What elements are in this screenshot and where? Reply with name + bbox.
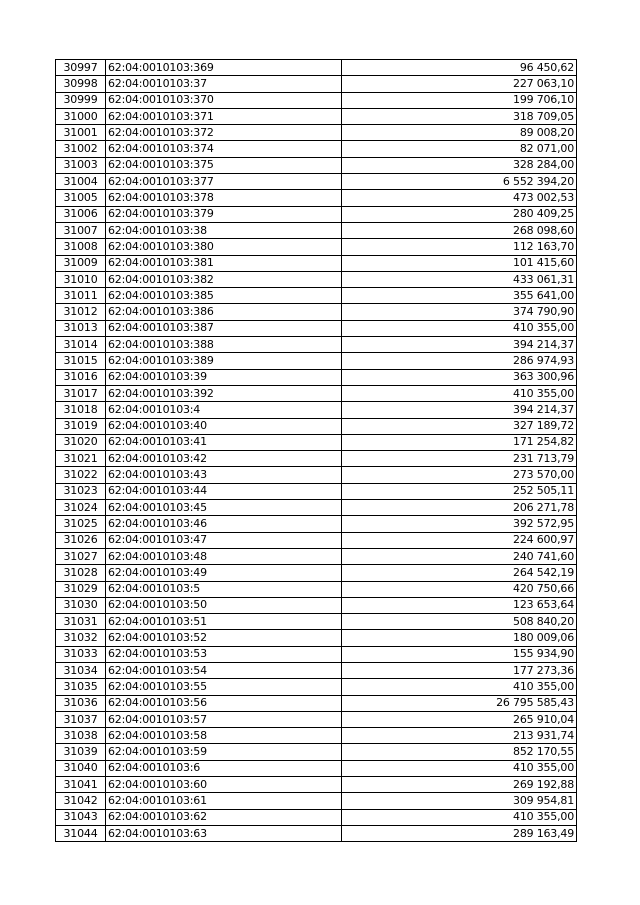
cadastral-number-cell: 62:04:0010103:386 <box>106 304 342 320</box>
row-number-cell: 31039 <box>56 744 106 760</box>
row-number-cell: 31044 <box>56 825 106 841</box>
row-number-cell: 30999 <box>56 92 106 108</box>
cadastral-number-cell: 62:04:0010103:37 <box>106 76 342 92</box>
cadastral-number-cell: 62:04:0010103:372 <box>106 125 342 141</box>
table-row <box>56 141 577 157</box>
table-row <box>56 777 577 793</box>
row-number-cell: 31005 <box>56 190 106 206</box>
table-row <box>56 271 577 287</box>
row-number-cell: 31028 <box>56 565 106 581</box>
cadastral-number-cell: 62:04:0010103:378 <box>106 190 342 206</box>
cadastral-value-cell: 264 542,19 <box>342 565 577 581</box>
cadastral-value-cell: 355 641,00 <box>342 288 577 304</box>
row-number-cell: 31015 <box>56 353 106 369</box>
cadastral-number-cell: 62:04:0010103:388 <box>106 337 342 353</box>
row-number-cell: 31018 <box>56 402 106 418</box>
cadastral-value-cell: 265 910,04 <box>342 711 577 727</box>
cadastral-value-cell: 213 931,74 <box>342 728 577 744</box>
cadastral-number-cell: 62:04:0010103:6 <box>106 760 342 776</box>
row-number-cell: 31017 <box>56 385 106 401</box>
row-number-cell: 31030 <box>56 597 106 613</box>
row-number-cell: 31040 <box>56 760 106 776</box>
cadastral-value-cell: 394 214,37 <box>342 402 577 418</box>
table-row <box>56 402 577 418</box>
cadastral-value-cell: 327 189,72 <box>342 418 577 434</box>
cadastral-number-cell: 62:04:0010103:385 <box>106 288 342 304</box>
table-row <box>56 597 577 613</box>
cadastral-value-cell: 410 355,00 <box>342 385 577 401</box>
row-number-cell: 31020 <box>56 434 106 450</box>
table-row <box>56 385 577 401</box>
cadastral-value-cell: 112 163,70 <box>342 239 577 255</box>
cadastral-value-cell: 180 009,06 <box>342 630 577 646</box>
row-number-cell: 31022 <box>56 467 106 483</box>
table-row <box>56 108 577 124</box>
cadastral-value-cell: 231 713,79 <box>342 451 577 467</box>
row-number-cell: 31024 <box>56 500 106 516</box>
cadastral-number-cell: 62:04:0010103:5 <box>106 581 342 597</box>
table-row <box>56 206 577 222</box>
table-row <box>56 125 577 141</box>
table-row <box>56 174 577 190</box>
table-row <box>56 630 577 646</box>
row-number-cell: 31037 <box>56 711 106 727</box>
row-number-cell: 31043 <box>56 809 106 825</box>
table-row <box>56 532 577 548</box>
row-number-cell: 31000 <box>56 108 106 124</box>
cadastral-number-cell: 62:04:0010103:40 <box>106 418 342 434</box>
row-number-cell: 31008 <box>56 239 106 255</box>
cadastral-value-cell: 155 934,90 <box>342 646 577 662</box>
cadastral-number-cell: 62:04:0010103:52 <box>106 630 342 646</box>
cadastral-value-cell: 410 355,00 <box>342 809 577 825</box>
cadastral-number-cell: 62:04:0010103:41 <box>106 434 342 450</box>
table-body <box>56 60 577 842</box>
table-row <box>56 793 577 809</box>
cadastral-value-cell: 26 795 585,43 <box>342 695 577 711</box>
cadastral-value-cell: 318 709,05 <box>342 108 577 124</box>
cadastral-value-cell: 280 409,25 <box>342 206 577 222</box>
row-number-cell: 31029 <box>56 581 106 597</box>
table-row <box>56 614 577 630</box>
cadastral-value-cell: 309 954,81 <box>342 793 577 809</box>
table-row <box>56 500 577 516</box>
cadastral-value-cell: 394 214,37 <box>342 337 577 353</box>
cadastral-value-cell: 289 163,49 <box>342 825 577 841</box>
cadastral-value-cell: 328 284,00 <box>342 157 577 173</box>
cadastral-value-cell: 199 706,10 <box>342 92 577 108</box>
row-number-cell: 31025 <box>56 516 106 532</box>
row-number-cell: 31038 <box>56 728 106 744</box>
table-row <box>56 157 577 173</box>
cadastral-value-cell: 269 192,88 <box>342 777 577 793</box>
cadastral-value-cell: 123 653,64 <box>342 597 577 613</box>
table-row <box>56 695 577 711</box>
cadastral-value-cell: 206 271,78 <box>342 500 577 516</box>
cadastral-number-cell: 62:04:0010103:46 <box>106 516 342 532</box>
cadastral-number-cell: 62:04:0010103:4 <box>106 402 342 418</box>
row-number-cell: 31042 <box>56 793 106 809</box>
table-row <box>56 60 577 76</box>
cadastral-number-cell: 62:04:0010103:47 <box>106 532 342 548</box>
cadastral-number-cell: 62:04:0010103:380 <box>106 239 342 255</box>
table-row <box>56 222 577 238</box>
row-number-cell: 31001 <box>56 125 106 141</box>
cadastral-value-cell: 240 741,60 <box>342 548 577 564</box>
table-row <box>56 662 577 678</box>
cadastral-value-cell: 433 061,31 <box>342 271 577 287</box>
table-row <box>56 288 577 304</box>
row-number-cell: 31021 <box>56 451 106 467</box>
cadastral-value-cell: 6 552 394,20 <box>342 174 577 190</box>
row-number-cell: 31032 <box>56 630 106 646</box>
row-number-cell: 31007 <box>56 222 106 238</box>
table-row <box>56 711 577 727</box>
cadastral-number-cell: 62:04:0010103:387 <box>106 320 342 336</box>
cadastral-value-cell: 224 600,97 <box>342 532 577 548</box>
row-number-cell: 31003 <box>56 157 106 173</box>
cadastral-value-cell: 82 071,00 <box>342 141 577 157</box>
cadastral-number-cell: 62:04:0010103:48 <box>106 548 342 564</box>
table-row <box>56 809 577 825</box>
row-number-cell: 31023 <box>56 483 106 499</box>
cadastral-value-cell: 392 572,95 <box>342 516 577 532</box>
row-number-cell: 31036 <box>56 695 106 711</box>
row-number-cell: 31011 <box>56 288 106 304</box>
cadastral-number-cell: 62:04:0010103:58 <box>106 728 342 744</box>
cadastral-number-cell: 62:04:0010103:63 <box>106 825 342 841</box>
row-number-cell: 31012 <box>56 304 106 320</box>
row-number-cell: 31016 <box>56 369 106 385</box>
cadastral-number-cell: 62:04:0010103:382 <box>106 271 342 287</box>
cadastral-value-cell: 177 273,36 <box>342 662 577 678</box>
cadastral-number-cell: 62:04:0010103:39 <box>106 369 342 385</box>
cadastral-number-cell: 62:04:0010103:55 <box>106 679 342 695</box>
cadastral-number-cell: 62:04:0010103:377 <box>106 174 342 190</box>
table-row <box>56 369 577 385</box>
table-row <box>56 418 577 434</box>
cadastral-value-cell: 252 505,11 <box>342 483 577 499</box>
cadastral-number-cell: 62:04:0010103:60 <box>106 777 342 793</box>
table-row <box>56 255 577 271</box>
row-number-cell: 31031 <box>56 614 106 630</box>
cadastral-value-cell: 473 002,53 <box>342 190 577 206</box>
row-number-cell: 30997 <box>56 60 106 76</box>
cadastral-value-cell: 273 570,00 <box>342 467 577 483</box>
cadastral-number-cell: 62:04:0010103:57 <box>106 711 342 727</box>
row-number-cell: 31034 <box>56 662 106 678</box>
table-row <box>56 744 577 760</box>
cadastral-value-table <box>55 59 577 842</box>
cadastral-number-cell: 62:04:0010103:38 <box>106 222 342 238</box>
cadastral-number-cell: 62:04:0010103:45 <box>106 500 342 516</box>
table-row <box>56 76 577 92</box>
table-row <box>56 825 577 841</box>
cadastral-value-cell: 410 355,00 <box>342 679 577 695</box>
cadastral-value-cell: 363 300,96 <box>342 369 577 385</box>
cadastral-value-cell: 227 063,10 <box>342 76 577 92</box>
table-row <box>56 679 577 695</box>
cadastral-value-cell: 286 974,93 <box>342 353 577 369</box>
cadastral-value-cell: 420 750,66 <box>342 581 577 597</box>
row-number-cell: 31002 <box>56 141 106 157</box>
row-number-cell: 31019 <box>56 418 106 434</box>
table-row <box>56 646 577 662</box>
cadastral-number-cell: 62:04:0010103:392 <box>106 385 342 401</box>
table-row <box>56 337 577 353</box>
table-row <box>56 353 577 369</box>
cadastral-value-cell: 374 790,90 <box>342 304 577 320</box>
cadastral-value-cell: 101 415,60 <box>342 255 577 271</box>
cadastral-number-cell: 62:04:0010103:375 <box>106 157 342 173</box>
row-number-cell: 31013 <box>56 320 106 336</box>
cadastral-value-cell: 96 450,62 <box>342 60 577 76</box>
cadastral-value-cell: 171 254,82 <box>342 434 577 450</box>
cadastral-number-cell: 62:04:0010103:56 <box>106 695 342 711</box>
cadastral-number-cell: 62:04:0010103:49 <box>106 565 342 581</box>
row-number-cell: 31035 <box>56 679 106 695</box>
cadastral-number-cell: 62:04:0010103:371 <box>106 108 342 124</box>
cadastral-number-cell: 62:04:0010103:53 <box>106 646 342 662</box>
cadastral-number-cell: 62:04:0010103:59 <box>106 744 342 760</box>
table-row <box>56 728 577 744</box>
row-number-cell: 31004 <box>56 174 106 190</box>
table-row <box>56 92 577 108</box>
table-row <box>56 190 577 206</box>
table-row <box>56 581 577 597</box>
cadastral-value-cell: 89 008,20 <box>342 125 577 141</box>
cadastral-number-cell: 62:04:0010103:54 <box>106 662 342 678</box>
cadastral-number-cell: 62:04:0010103:389 <box>106 353 342 369</box>
row-number-cell: 31033 <box>56 646 106 662</box>
cadastral-number-cell: 62:04:0010103:42 <box>106 451 342 467</box>
cadastral-number-cell: 62:04:0010103:62 <box>106 809 342 825</box>
cadastral-value-cell: 410 355,00 <box>342 320 577 336</box>
cadastral-number-cell: 62:04:0010103:51 <box>106 614 342 630</box>
table-row <box>56 483 577 499</box>
cadastral-value-cell: 508 840,20 <box>342 614 577 630</box>
cadastral-number-cell: 62:04:0010103:44 <box>106 483 342 499</box>
row-number-cell: 31009 <box>56 255 106 271</box>
table-row <box>56 565 577 581</box>
row-number-cell: 31026 <box>56 532 106 548</box>
table-row <box>56 434 577 450</box>
cadastral-number-cell: 62:04:0010103:43 <box>106 467 342 483</box>
cadastral-number-cell: 62:04:0010103:379 <box>106 206 342 222</box>
row-number-cell: 30998 <box>56 76 106 92</box>
cadastral-number-cell: 62:04:0010103:370 <box>106 92 342 108</box>
cadastral-number-cell: 62:04:0010103:374 <box>106 141 342 157</box>
row-number-cell: 31010 <box>56 271 106 287</box>
table-row <box>56 304 577 320</box>
cadastral-value-cell: 852 170,55 <box>342 744 577 760</box>
cadastral-value-cell: 410 355,00 <box>342 760 577 776</box>
table-row <box>56 451 577 467</box>
table-row <box>56 516 577 532</box>
row-number-cell: 31041 <box>56 777 106 793</box>
table-row <box>56 320 577 336</box>
table-row <box>56 760 577 776</box>
row-number-cell: 31027 <box>56 548 106 564</box>
cadastral-number-cell: 62:04:0010103:50 <box>106 597 342 613</box>
table-row <box>56 467 577 483</box>
table-row <box>56 548 577 564</box>
row-number-cell: 31014 <box>56 337 106 353</box>
row-number-cell: 31006 <box>56 206 106 222</box>
cadastral-number-cell: 62:04:0010103:381 <box>106 255 342 271</box>
cadastral-value-cell: 268 098,60 <box>342 222 577 238</box>
cadastral-number-cell: 62:04:0010103:61 <box>106 793 342 809</box>
cadastral-number-cell: 62:04:0010103:369 <box>106 60 342 76</box>
table-row <box>56 239 577 255</box>
